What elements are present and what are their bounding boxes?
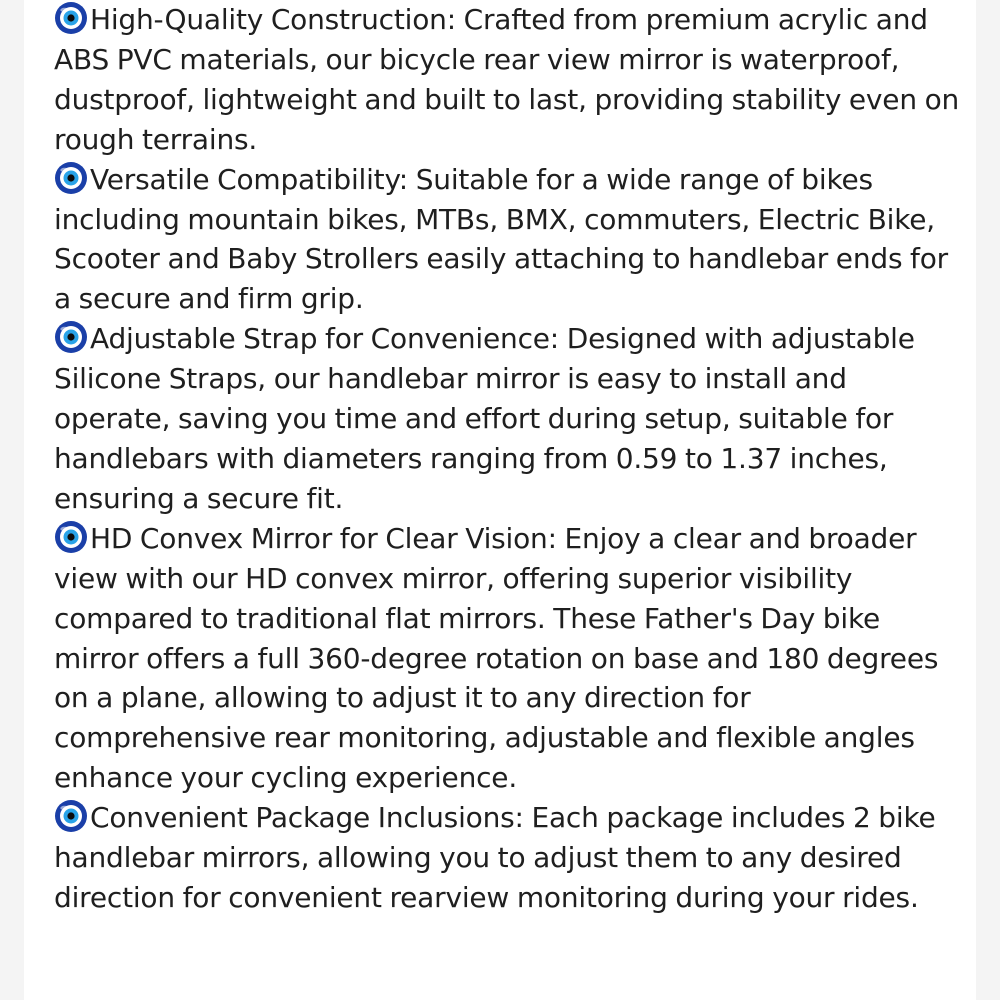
- bullet-text: HD Convex Mirror for Clear Vision: Enjoy a clear and broader view with our HD convex mirror, offering superior visibility compared to traditional flat mirrors. These Father's Day bike mirror offers a full 360-degree rotation on base and 180 degrees on a plane, allowing to adjust it to any direction for comprehensive rear monitoring, adjustable and flexible angles enhance your cycling experience.: [54, 521, 939, 795]
- product-description: [54, 0, 966, 918]
- nazar-eye-icon: [54, 799, 88, 833]
- bullet-convex-mirror: [54, 519, 966, 798]
- nazar-eye-icon: [54, 161, 88, 195]
- nazar-eye-icon: [54, 520, 88, 554]
- bullet-text: Adjustable Strap for Convenience: Designed with adjustable Silicone Straps, our handlebar mirror is easy to install and operate, saving you time and effort during setup, suitable for handlebars with diameters ranging from 0.59 to 1.37 inches, ensuring a secure fit.: [54, 322, 915, 515]
- bullet-text: Convenient Package Inclusions: Each package includes 2 bike handlebar mirrors, allowing you to adjust them to any desired direction for convenient rearview monitoring during your rides.: [54, 801, 936, 914]
- bullet-package: [54, 798, 966, 918]
- bullet-text: Versatile Compatibility: Suitable for a wide range of bikes including mountain bikes, MTBs, BMX, commuters, Electric Bike, Scooter and Baby Strollers easily attaching to handlebar ends for a secure and firm grip.: [54, 162, 948, 316]
- nazar-eye-icon: [54, 320, 88, 354]
- bullet-text: High-Quality Construction: Crafted from premium acrylic and ABS PVC materials, our bicycle rear view mirror is waterproof, dustproof, lightweight and built to last, providing stability even on rough terrains.: [54, 3, 960, 156]
- description-panel: [24, 0, 976, 1000]
- bullet-compatibility: [54, 160, 966, 320]
- bullet-adjustable-strap: [54, 319, 966, 519]
- nazar-eye-icon: [54, 1, 88, 35]
- bullet-construction: [54, 0, 966, 160]
